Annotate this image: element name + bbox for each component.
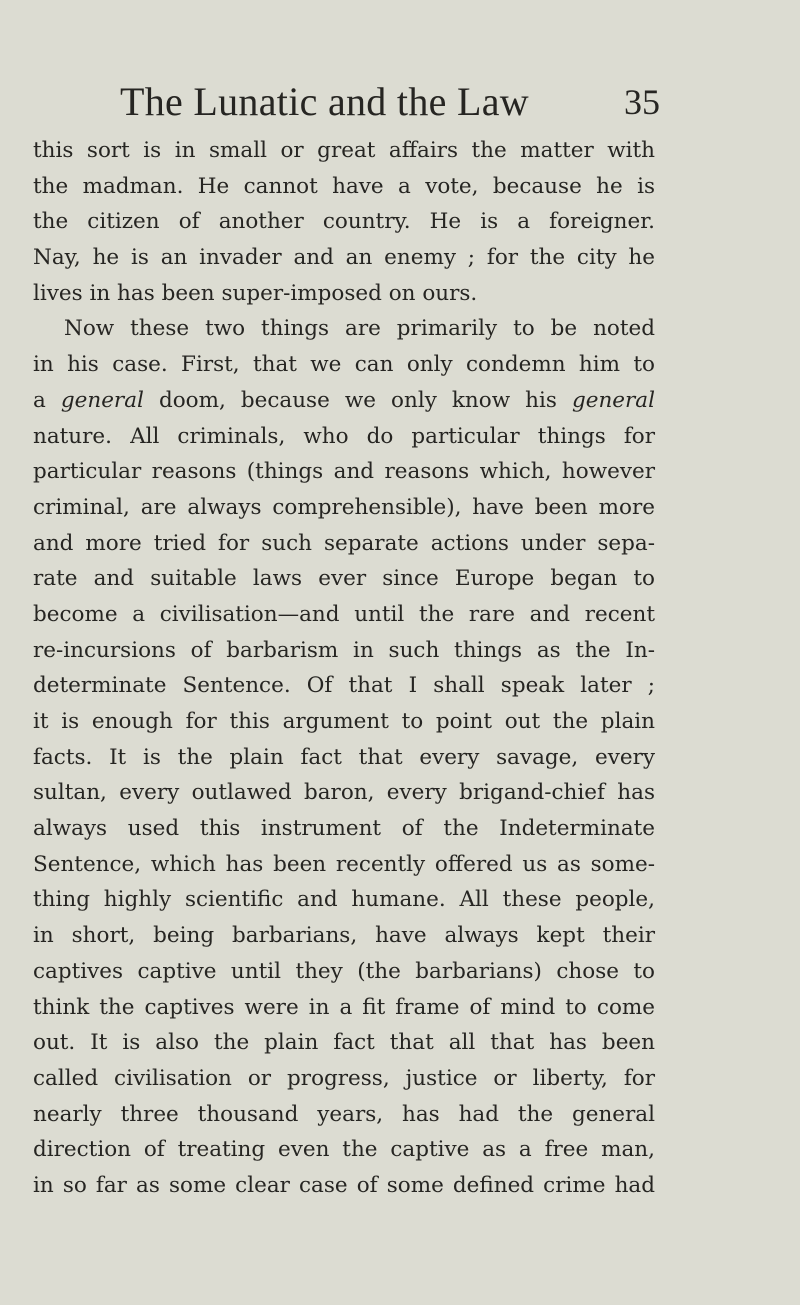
emphasis-general: general: [60, 387, 144, 413]
text-line: Nay, he is an invader and an enemy ; for the city he: [33, 245, 655, 271]
text-line: nearly three thousand years, has had the general: [33, 1101, 655, 1127]
text-run: doom, because we only know his: [143, 387, 572, 413]
text-line: [33, 383, 655, 419]
text-line: out. It is also the plain fact that all that has been: [33, 1030, 655, 1056]
text-line: re-incursions of barbarism in such things as the In-: [33, 637, 655, 663]
emphasis-general: general: [571, 387, 655, 413]
text-line: in short, being barbarians, have always kept their: [33, 923, 655, 949]
text-line: think the captives were in a fit frame of mind to come: [33, 994, 655, 1020]
text-line: captives captive until they (the barbarians) chose to: [33, 958, 655, 984]
text-line: it is enough for this argument to point out the plain: [33, 709, 655, 734]
text-line: Sentence, which has been recently offered us as some-: [33, 851, 655, 877]
text-line: always used this instrument of the Indeterminate: [33, 816, 655, 842]
text-line: rate and suitable laws ever since Europe began to: [33, 566, 655, 592]
body-text: [33, 133, 655, 1204]
text-line: direction of treating even the captive as a free man,: [33, 1137, 655, 1163]
text-line: facts. It is the plain fact that every savage, every: [33, 744, 655, 770]
text-line: determinate Sentence. Of that I shall speak later ;: [33, 673, 655, 699]
text-line: Now these two things are primarily to be noted: [64, 316, 655, 342]
running-title: The Lunatic and the Law: [120, 79, 529, 124]
page-header: [120, 74, 660, 130]
text-line: become a civilisation—and until the rare and recent: [33, 601, 655, 627]
text-line: the citizen of another country. He is a foreigner.: [33, 209, 655, 235]
text-line: this sort is in small or great affairs the matter with: [33, 138, 655, 163]
text-line: in his case. First, that we can only condemn him to: [33, 352, 655, 378]
text-line: criminal, are always comprehensible), have been more: [33, 494, 655, 520]
text-run: a: [33, 387, 61, 413]
text-line: particular reasons (things and reasons which, however: [33, 459, 655, 485]
text-line: nature. All criminals, who do particular things for: [33, 423, 655, 449]
text-line: called civilisation or progress, justice or liberty, for: [33, 1065, 655, 1091]
text-line: lives in has been super-imposed on ours.: [33, 280, 478, 306]
page-number: 35: [624, 82, 660, 122]
text-line: in so far as some clear case of some defined crime had: [33, 1172, 655, 1198]
text-line: and more tried for such separate actions under sepa-: [33, 530, 655, 556]
text-line: sultan, every outlawed baron, every brigand-chief has: [33, 780, 655, 806]
text-line: the madman. He cannot have a vote, because he is: [33, 173, 655, 199]
text-line: thing highly scientific and humane. All these people,: [33, 887, 655, 913]
